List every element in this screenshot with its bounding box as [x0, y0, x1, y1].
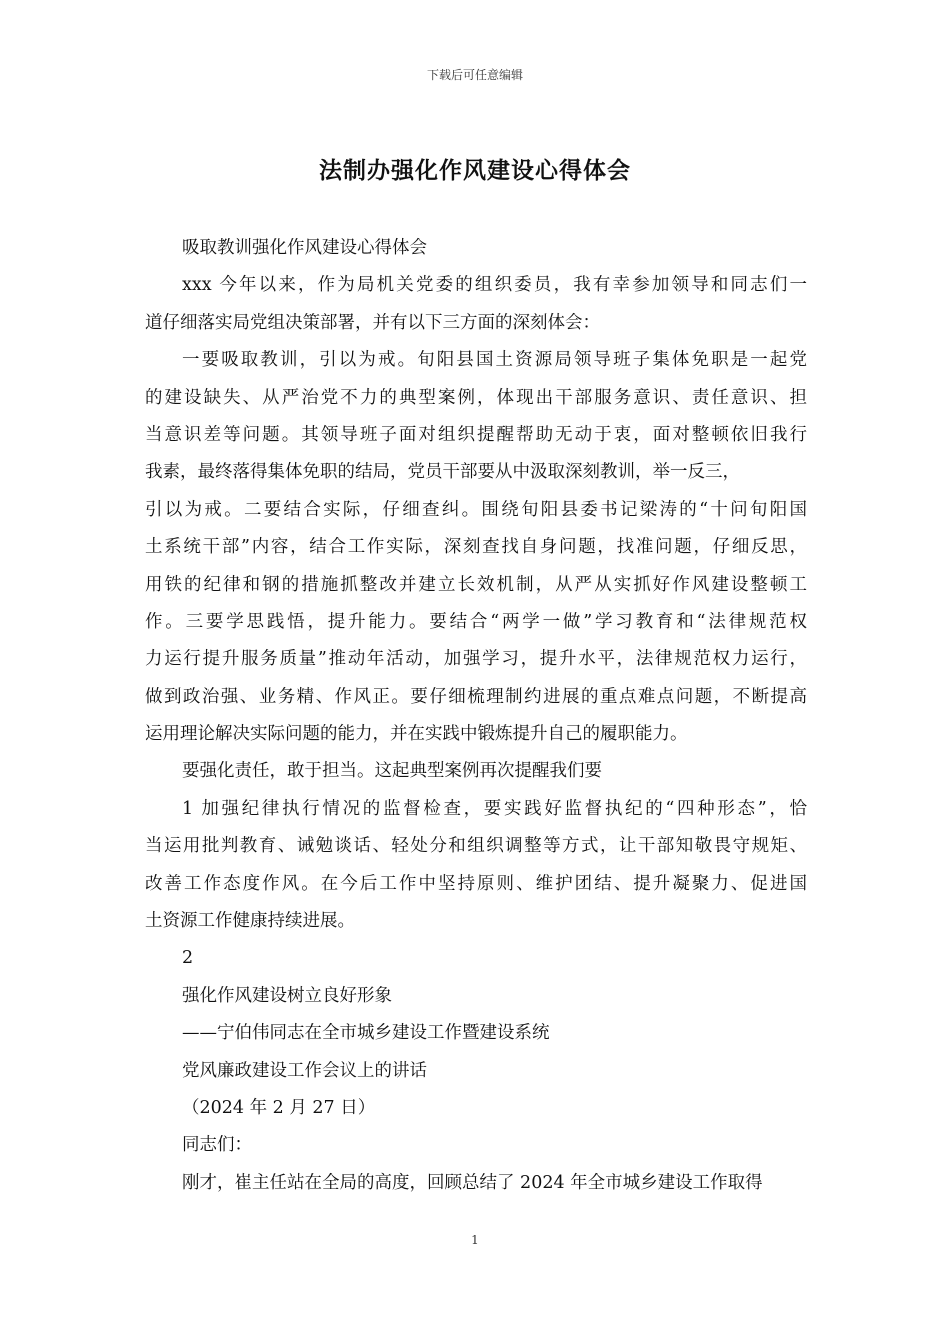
text-line: 运用理论解决实际问题的能力，并在实践中锻炼提升自己的履职能力。	[145, 724, 688, 745]
text-line: 要强化责任，敢于担当。这起典型案例再次提醒我们要	[182, 761, 602, 782]
text-line: 1 加强纪律执行情况的监督检查，要实践好监督执纪的“四种形态”，恰	[182, 798, 807, 819]
text-line: 作。三要学思践悟，提升能力。要结合“两学一做”学习教育和“法律规范权	[145, 611, 807, 632]
text-line: 刚才，崔主任站在全局的高度，回顾总结了 2024 年全市城乡建设工作取得	[182, 1172, 763, 1193]
text-line: 2	[182, 948, 194, 969]
text-line: 引以为戒。二要结合实际，仔细查纠。围绕旬阳县委书记梁涛的“十问旬阳国	[145, 499, 807, 520]
document-title: 法制办强化作风建设心得体会	[319, 157, 631, 184]
text-line: 我素，最终落得集体免职的结局，党员干部要从中汲取深刻教训，举一反三，	[145, 462, 740, 483]
text-line: xxx 今年以来，作为局机关党委的组织委员，我有幸参加领导和同志们一	[182, 275, 807, 296]
text-line: 力运行提升服务质量”推动年活动，加强学习，提升水平，法律规范权力运行，	[145, 649, 807, 670]
text-line: ——宁伯伟同志在全市城乡建设工作暨建设系统	[182, 1023, 550, 1044]
text-line: 吸取教训强化作风建设心得体会	[182, 238, 427, 258]
text-line: 改善工作态度作风。在今后工作中坚持原则、维护团结、提升凝聚力、促进国	[145, 873, 807, 894]
page-header: 下载后可任意编辑	[426, 68, 523, 82]
text-line: 当运用批判教育、诫勉谈话、轻处分和组织调整等方式，让干部知敬畏守规矩、	[145, 836, 807, 857]
text-line: 土资源工作健康持续进展。	[145, 911, 355, 932]
page-number: 1	[471, 1233, 479, 1247]
text-line: （2024 年 2 月 27 日）	[182, 1097, 376, 1118]
document-body	[145, 230, 807, 1202]
text-line: 的建设缺失、从严治党不力的典型案例，体现出干部服务意识、责任意识、担	[145, 387, 807, 408]
text-line: 同志们：	[182, 1135, 252, 1156]
text-line: 党风廉政建设工作会议上的讲话	[182, 1060, 427, 1081]
text-line: 道仔细落实局党组决策部署，并有以下三方面的深刻体会：	[145, 312, 600, 333]
text-line: 强化作风建设树立良好形象	[182, 985, 392, 1006]
text-line: 当意识差等问题。其领导班子面对组织提醒帮助无动于衷，面对整顿依旧我行	[145, 424, 807, 445]
text-line: 土系统干部”内容，结合工作实际，深刻查找自身问题，找准问题，仔细反思，	[145, 537, 807, 558]
text-line: 做到政治强、业务精、作风正。要仔细梳理制约进展的重点难点问题，不断提高	[145, 686, 807, 707]
text-line: 用铁的纪律和钢的措施抓整改并建立长效机制，从严从实抓好作风建设整顿工	[145, 574, 807, 595]
text-line: 一要吸取教训，引以为戒。旬阳县国土资源局领导班子集体免职是一起党	[182, 350, 807, 371]
